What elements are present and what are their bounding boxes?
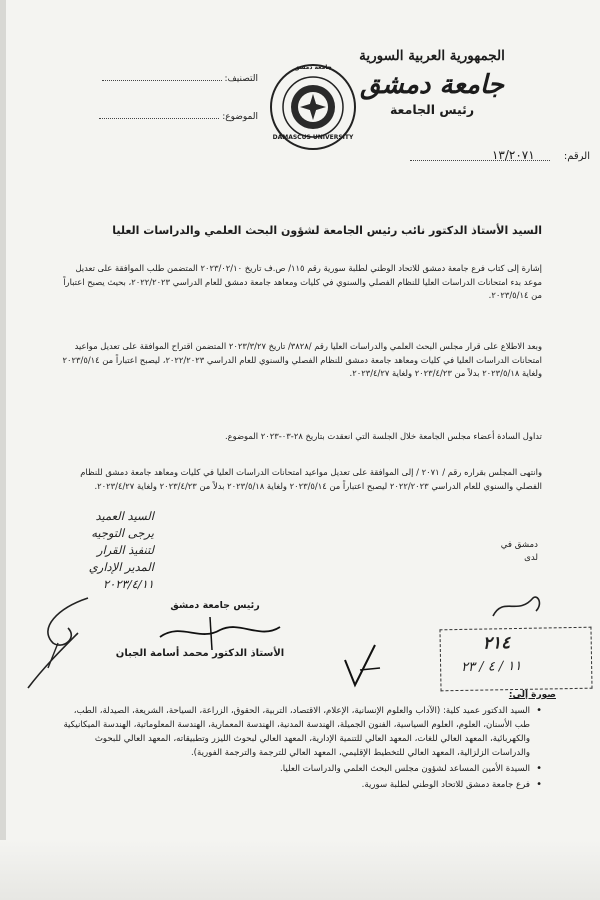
paragraph-1: إشارة إلى كتاب فرع جامعة دمشق للاتحاد الوطني لطلبة سورية رقم ١١٥/ ص.ف تاريخ ٢٠٢٣/٠٢/١٠ المتضمن طلب الموافقة على تعديل موعد بدء امتحانات الدراسات العليا للنظام الفصلي والسنوي في كليات ومعاهد جامعة دمشق للعام الدراسي ٢٠٢٢/٢٠٢٣، بحيث يصبح اعتباراً من ٢٠٢٣/٥/١٤. [63,263,542,301]
seal-text-ar: جامعة دمشق [294,64,332,71]
copies-label: صورة إلى: [508,690,556,700]
receipt-stamp [439,627,592,692]
copies-list [62,704,542,794]
ref-label: الرقم [567,151,590,162]
signature-title: رئيس جامعة دمشق [170,600,260,611]
handwritten-scribble [18,588,128,698]
handwritten-line: لتنفيذ القرار [96,543,154,557]
copy-item: • السيدة الأمين المساعد لشؤون مجلس البحث العلمي والدراسات العليا. [62,762,542,776]
page-bottom [0,840,600,900]
handwritten-line: المدير الإداري [88,560,154,574]
classification-label: التصنيف [227,74,258,84]
initials-mark [340,640,390,690]
classification-block: التصنيف: الموضوع: [68,74,258,122]
handwritten-note [14,508,154,593]
paragraph-2: وبعد الاطلاع على قرار مجلس البحث العلمي والدراسات العليا رقم /٣٨٢٨/ تاريخ ٢٠٢٣/٣/٢٧ المتضمن اقتراح الموافقة على تعديل مواعيد امتحانات الدراسات العليا في كليات ومعاهد جامعة دمشق للنظام الفصلي والسنوي للعام الدراسي ٢٠٢٢/٢٠٢٣، ليصبح اعتباراً من ٢٠٢٣/٥/١٤ ولغاية ٢٠٢٣/٥/١٨ بدلاً من ٢٠٢٣/٤/٢٣ ولغاية ٢٠٢٣/٤/٢٧. [62,341,542,379]
country-name: الجمهورية العربية السورية [359,48,505,64]
handwritten-line: السيد العميد [95,509,154,523]
office-title: رئيس الجامعة [389,102,475,117]
seal-text-en: DAMASCUS UNIVERSITY [272,134,354,141]
handwritten-line: ٢٠٢٣/٤/١١ [103,577,154,591]
reference: الرقم: ١٣/٢٠٧١ [340,148,590,161]
signature-scribble [150,612,290,652]
place-date-label-2: لدى [524,553,538,563]
copy-item: • فرع جامعة دمشق للاتحاد الوطني لطلبة سورية. [62,778,542,792]
ref-number: ١٣/٢٠٧١ [491,148,535,162]
stamp-date: ١١ / ٤ / ٢٣ [461,658,522,675]
place-date [418,540,538,563]
paragraph-3: تداول السادة أعضاء مجلس الجامعة خلال الجلسة التي انعقدت بتاريخ ٢٨-٠٣-٢٠٢٣ الموضوع. [224,431,542,441]
copy-item: • السيد الدكتور عميد كلية: (الآداب والعلوم الإنسانية، الإعلام، الاقتصاد، التربية، الحقوق، الزراعة، السياحة، الشريعة، الصيدلة، الطب، طب الأسنان، العلوم، العلوم السياسية، الفنون الجميلة، الهندسة المدنية، الهندسة المعمارية، الهندسة المعلوماتية، الهندسة الميكانيكية والكهربائية، المعهد العالي للغات، المعهد العالي للتنمية الإدارية، المعهد العالي لبحوث الليزر وتطبيقاته، المعهد العالي للبحوث والدراسات الزلزالية، المعهد العالي للتخطيط الإقليمي، المعهد العالي للترجمة والترجمة الفورية). [62,704,542,760]
university-seal [268,62,358,152]
handwritten-line: يرجى التوجيه [91,526,154,540]
scan-edge [0,0,6,900]
stamp-number: ٢١٤ [482,633,511,654]
place-date-label: دمشق في [500,540,538,550]
approval-scribble [488,586,548,626]
subject-label: الموضوع [225,112,258,122]
signatory-name: الأستاذ الدكتور محمد أسامة الجبان [115,648,285,659]
university-name: جامعة دمشق [360,70,504,100]
addressee: السيد الأستاذ الدكتور نائب رئيس الجامعة لشؤون البحث العلمي والدراسات العليا [112,224,542,237]
paragraph-4: وانتهى المجلس بقراره رقم / ٢٠٧١ / إلى الموافقة على تعديل مواعيد امتحانات الدراسات العليا في كليات ومعاهد جامعة دمشق للنظام الفصلي والسنوي للعام الدراسي ٢٠٢٢/٢٠٢٣ ليصبح اعتباراً من ٢٠٢٣/٥/١٤ ولغاية ٢٠٢٣/٥/١٨ بدلاً من ٢٠٢٣/٤/٢٣ ولغاية ٢٠٢٣/٤/٢٧. [80,467,542,491]
